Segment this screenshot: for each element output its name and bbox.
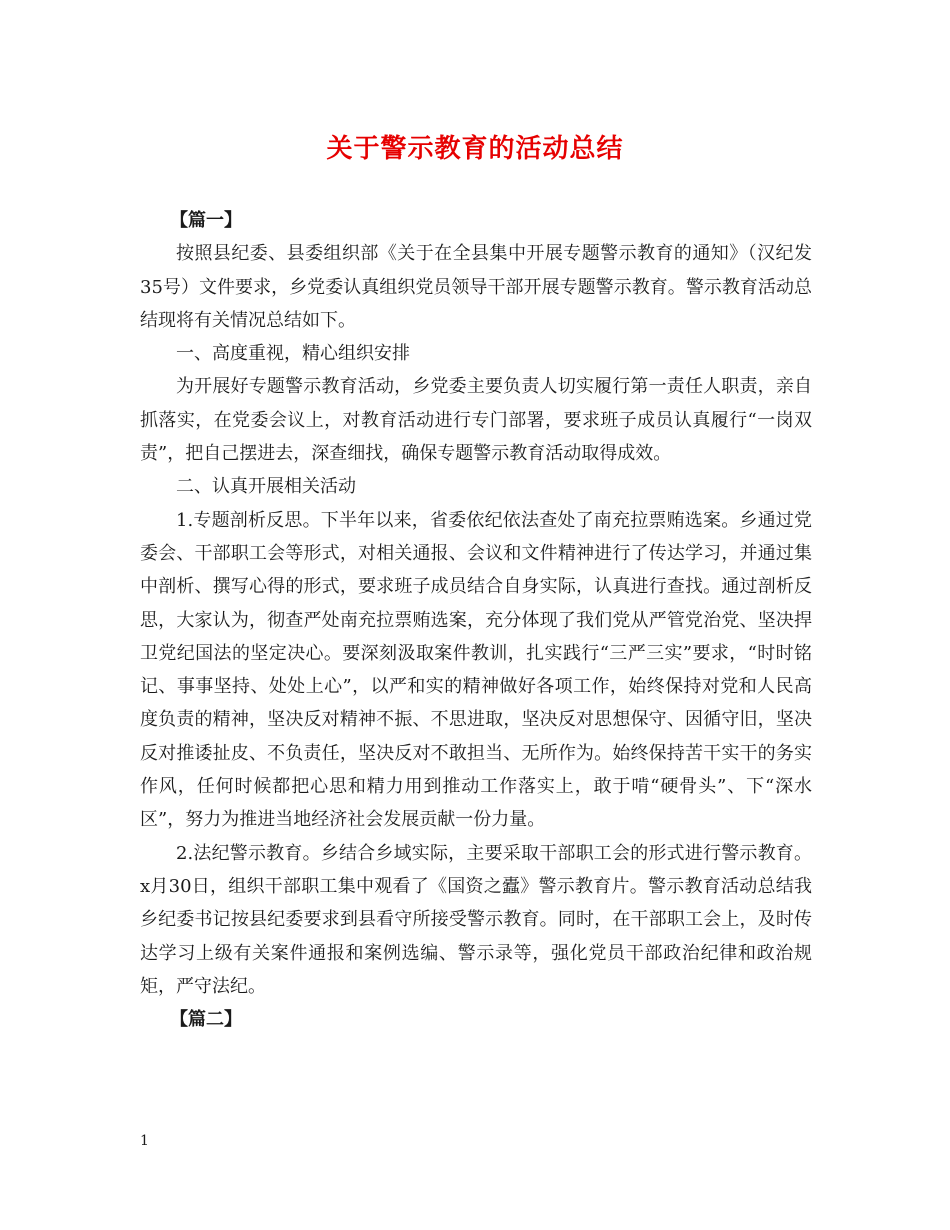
document-title: 关于警示教育的活动总结: [326, 134, 624, 164]
paragraph-reflection: 1.专题剖析反思。下半年以来，省委依纪依法查处了南充拉票贿选案。乡通过党委会、干部职工会等形式，对相关通报、会议和文件精神进行了传达学习，并通过集中剖析、撰写心得的形式，要求班子成员结合自身实际，认真进行查找。通过剖析反思，大家认为，彻查严处南充拉票贿选案，充分体现了我们党从严管党治党、坚决捍卫党纪国法的坚定决心。要深刻汲取案件教训，扎实践行“三严三实”要求，“时时铭记、事事坚持、处处上心”，以严和实的精神做好各项工作，始终保持对党和人民高度负责的精神，坚决反对精神不振、不思进取，坚决反对思想保守、因循守旧，坚决反对推诿扯皮、不负责任，坚决反对不敢担当、无所作为。始终保持苦干实干的务实作风，任何时候都把心思和精力用到推动工作落实上，敢于啃“硬骨头”、下“深水区”，努力为推进当地经济社会发展贡献一份力量。: [140, 509, 812, 831]
section-heading-2: 【篇二】: [170, 1009, 242, 1031]
paragraph-warning-education: 2.法纪警示教育。乡结合乡域实际，主要采取干部职工会的形式进行警示教育。x月30日，组织干部职工集中观看了《国资之蠹》警示教育片。警示教育活动总结我乡纪委书记按县纪委要求到县看守所接受警示教育。同时，在干部职工会上，及时传达学习上级有关案件通报和案例选编、警示录等，强化党员干部政治纪律和政治规矩，严守法纪。: [140, 842, 812, 997]
page-number: 1: [140, 1133, 149, 1149]
paragraph-heading-2: 二、认真开展相关活动: [176, 476, 356, 498]
document-body: [140, 204, 812, 1036]
paragraph-intro: 按照县纪委、县委组织部《关于在全县集中开展专题警示教育的通知》（汉纪发35号）文件要求，乡党委认真组织党员领导干部开展专题警示教育。警示教育活动总结现将有关情况总结如下。: [140, 243, 812, 331]
section-heading-1: 【篇一】: [170, 210, 242, 231]
paragraph-heading-1: 一、高度重视，精心组织安排: [176, 343, 410, 365]
paragraph-organize: 为开展好专题警示教育活动，乡党委主要负责人切实履行第一责任人职责，亲自抓落实，在党委会议上，对教育活动进行专门部署，要求班子成员认真履行“一岗双责”，把自己摆进去，深查细找，确保专题警示教育活动取得成效。: [140, 376, 812, 465]
